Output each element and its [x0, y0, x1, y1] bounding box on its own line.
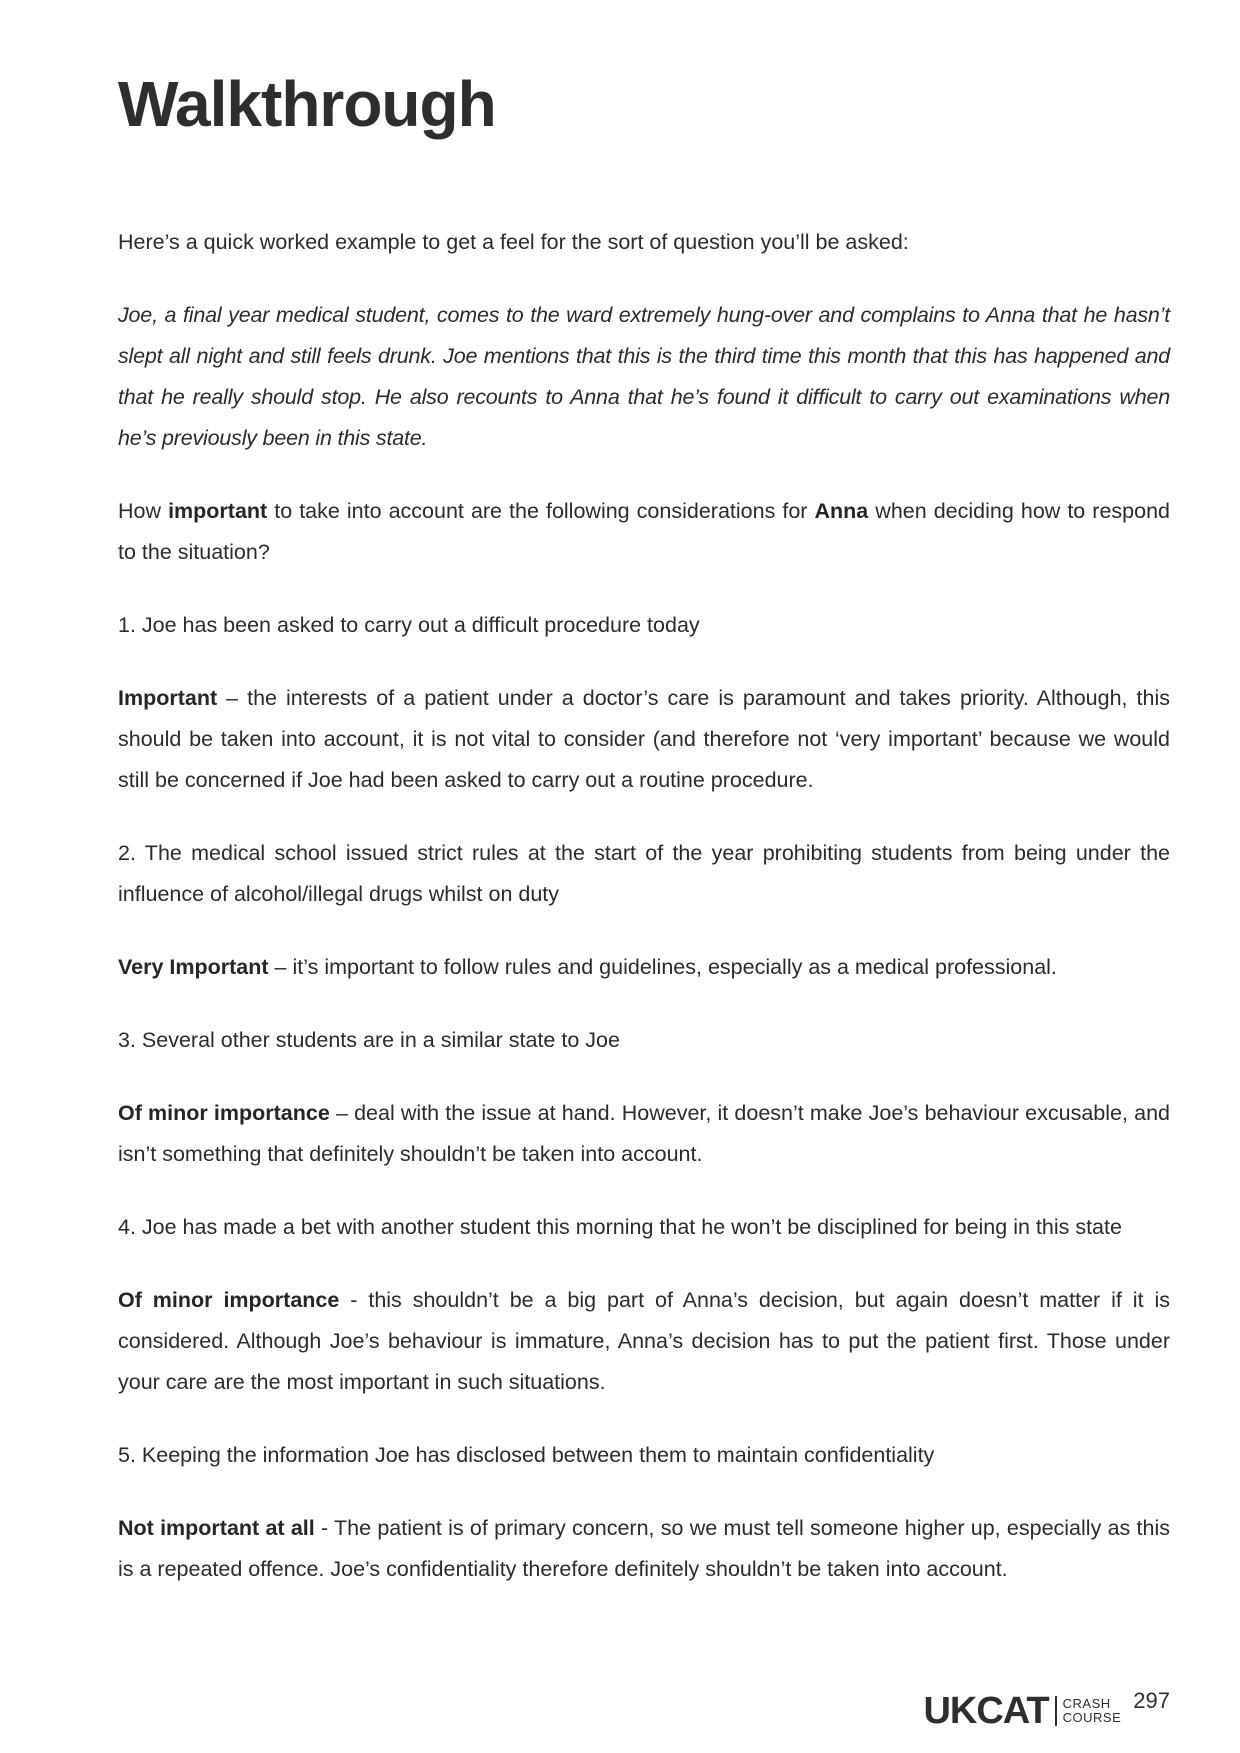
question-text: when deciding how to respond to the situation?	[118, 499, 1171, 564]
answer-2	[118, 947, 1170, 988]
brand-logo: UKCAT	[923, 1690, 1049, 1732]
answer-rating: Very Important	[118, 955, 269, 979]
question-text: How	[118, 499, 169, 523]
answer-rating: Of minor importance	[118, 1101, 330, 1125]
brand-subtitle	[1063, 1697, 1122, 1725]
answer-explanation: – deal with the issue at hand. However, it doesn’t make Joe’s behaviour excusable, and isn’t something that definitely shouldn’t be taken into account.	[118, 1101, 1170, 1166]
brand-subtitle-line-2: COURSE	[1062, 1710, 1122, 1725]
question-paragraph	[118, 491, 1170, 573]
consideration-4: 4. Joe has made a bet with another student this morning that he won’t be disciplined for being in this state	[118, 1215, 1122, 1239]
answer-explanation: – the interests of a patient under a doctor’s care is paramount and takes priority. Although, this should be taken into account, it is not vital to consider (and therefore not ‘very important’ because we would still be concerned if Joe had been asked to carry out a routine procedure.	[118, 686, 1170, 792]
question-text: to take into account are the following considerations for	[267, 499, 815, 523]
question-emphasis-important: important	[168, 499, 268, 523]
answer-3	[118, 1093, 1170, 1175]
scenario-paragraph: Joe, a final year medical student, comes to the ward extremely hung-over and complains to Anna that he hasn’t slept all night and still feels drunk. Joe mentions that this is the third time this month that this has happened and that he really should stop. He also recounts to Anna that he’s found it difficult to carry out examinations when he’s previously been in this state.	[118, 303, 1170, 450]
page-footer	[923, 1688, 1170, 1732]
answer-explanation: - The patient is of primary concern, so we must tell someone higher up, especially as this is a repeated offence. Joe’s confidentiality therefore definitely shouldn’t be taken into account.	[118, 1516, 1170, 1581]
answer-1	[118, 678, 1170, 801]
answer-explanation: – it’s important to follow rules and guidelines, especially as a medical professional.	[268, 955, 1057, 979]
answer-rating: Of minor importance	[118, 1288, 340, 1312]
consideration-2: 2. The medical school issued strict rules at the start of the year prohibiting students from being under the influence of alcohol/illegal drugs whilst on duty	[118, 841, 1170, 906]
answer-5	[118, 1508, 1170, 1590]
intro-paragraph: Here’s a quick worked example to get a feel for the sort of question you’ll be asked:	[118, 230, 909, 254]
consideration-5: 5. Keeping the information Joe has disclosed between them to maintain confidentiality	[118, 1443, 935, 1467]
page-number: 297	[1133, 1688, 1170, 1713]
answer-4	[118, 1280, 1170, 1403]
answer-explanation: - this shouldn’t be a big part of Anna’s decision, but again doesn’t matter if it is considered. Although Joe’s behaviour is immature, Anna’s decision has to put the patient first. Those under your care are the most important in such situations.	[118, 1288, 1170, 1394]
brand-subtitle-line-1: CRASH	[1062, 1696, 1111, 1711]
answer-rating: Not important at all	[118, 1516, 315, 1540]
brand-divider	[1055, 1696, 1057, 1726]
question-emphasis-anna: Anna	[814, 499, 869, 523]
page-title: Walkthrough	[118, 68, 496, 140]
answer-rating: Important	[118, 686, 218, 710]
consideration-3: 3. Several other students are in a similar state to Joe	[118, 1028, 620, 1052]
consideration-1: 1. Joe has been asked to carry out a difficult procedure today	[118, 613, 700, 637]
document-body	[118, 222, 1170, 1622]
